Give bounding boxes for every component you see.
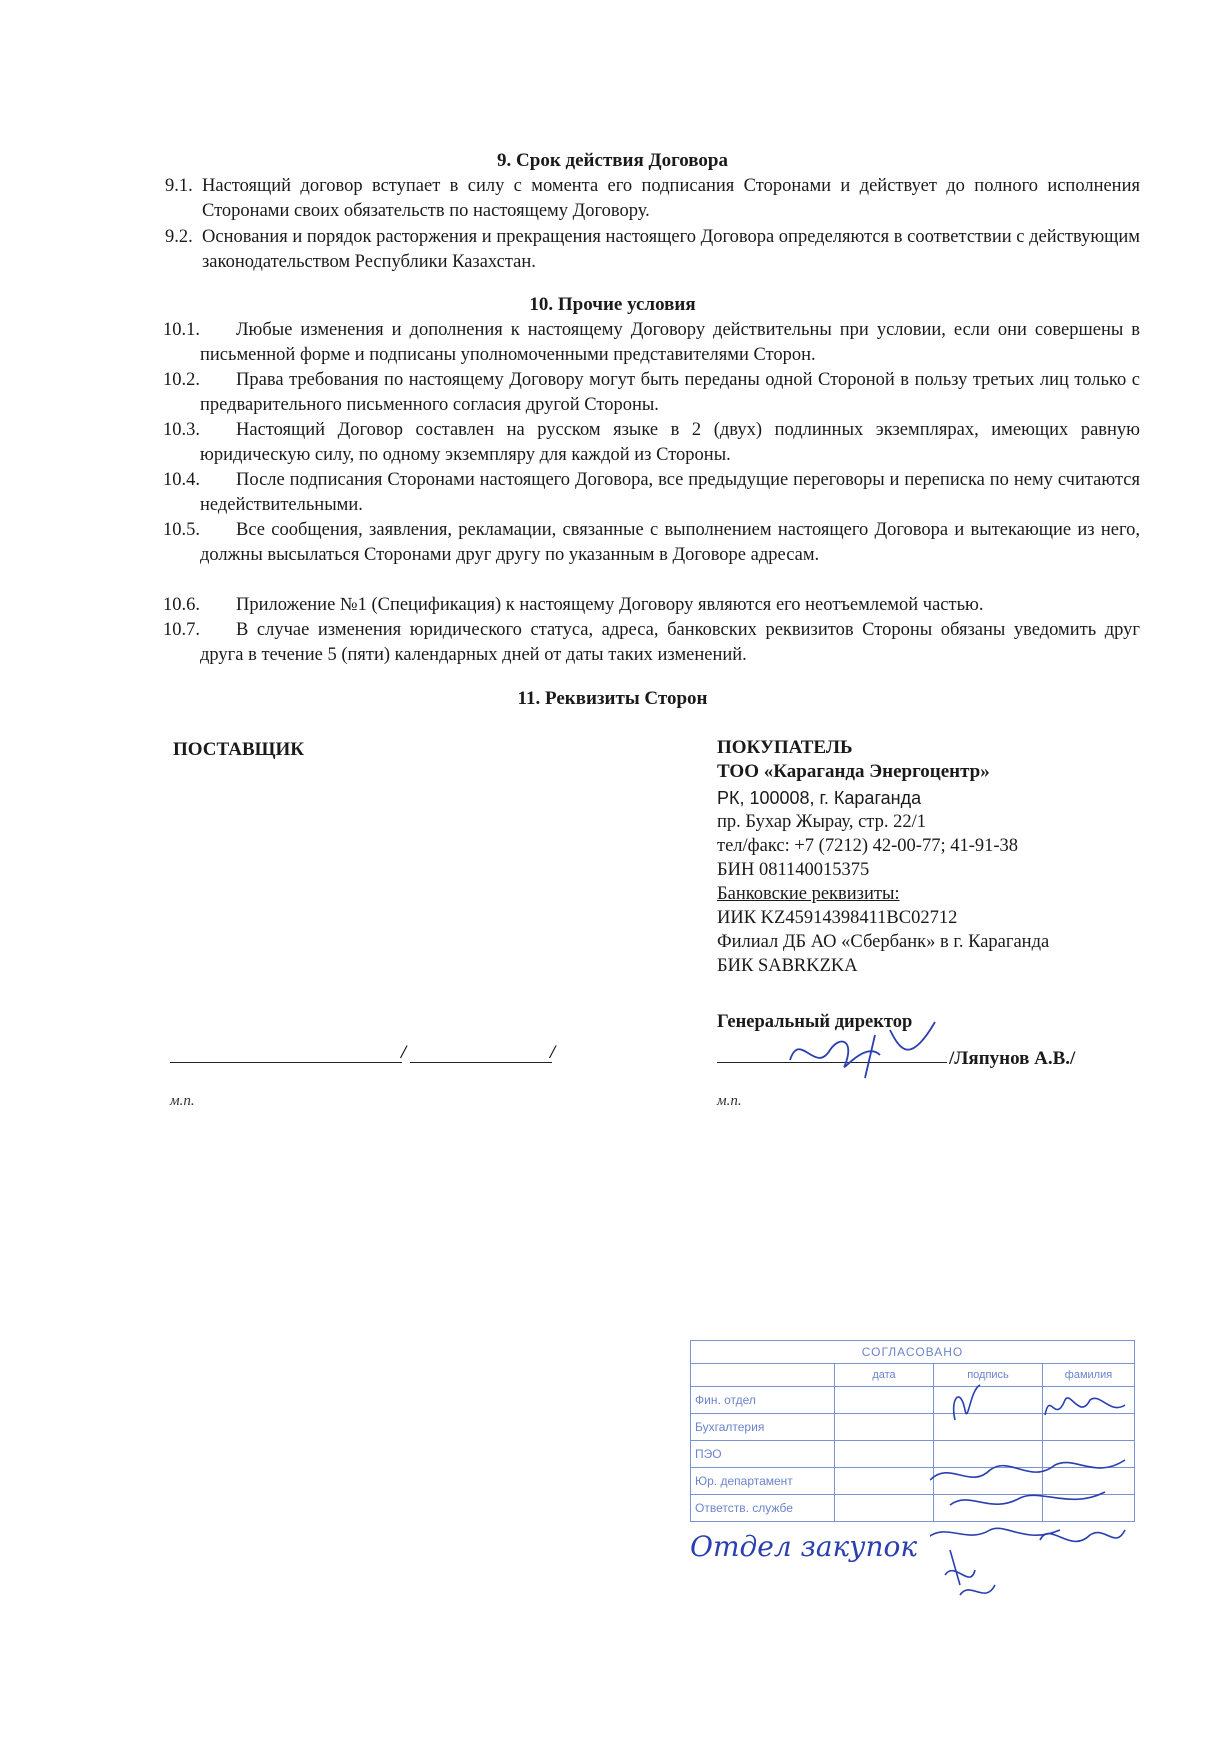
buyer-bank-label: Банковские реквизиты: (717, 884, 900, 904)
section-9-title: 9. Срок действия Договора (497, 150, 728, 171)
supplier-signature-line (170, 1062, 402, 1063)
buyer-iik: ИИК KZ45914398411BC02712 (717, 908, 958, 928)
clause-number: 10.5. (163, 520, 200, 540)
stamp-col-date: дата (835, 1364, 934, 1387)
clause-9-2 (165, 225, 1140, 274)
section-10-title: 10. Прочие условия (529, 294, 696, 315)
buyer-bin: БИН 081140015375 (717, 860, 870, 880)
buyer-signatory: /Ляпунов А.В./ (949, 1048, 1076, 1069)
clause-10-3 (163, 418, 1140, 467)
buyer-address-2: пр. Бухар Жырау, стр. 22/1 (717, 812, 926, 832)
stamp-row-label: ПЭО (691, 1441, 835, 1468)
clause-text: Любые изменения и дополнения к настоящему Договору действительны при условии, если они совершены в письменной форме и подписаны уполномоченными представителями Сторон. (200, 320, 1140, 365)
stamp-row-label: Юр. департамент (691, 1468, 835, 1495)
clause-9-1 (165, 174, 1140, 223)
stamp-signatures-icon (930, 1380, 1140, 1610)
clause-10-5 (163, 518, 1140, 567)
clause-10-6 (163, 593, 1140, 618)
stamp-col-signature: подпись (934, 1364, 1043, 1387)
clause-text: После подписания Сторонами настоящего Договора, все предыдущие переговоры и переписка по нему считаются недействительными. (200, 470, 1140, 515)
stamp-col-surname: фамилия (1043, 1364, 1135, 1387)
clause-number: 9.1. (165, 176, 193, 196)
supplier-name-line (410, 1062, 552, 1063)
stamp-title: СОГЛАСОВАНО (691, 1341, 1135, 1364)
clause-number: 10.1. (163, 320, 200, 340)
clause-text: Основания и порядок расторжения и прекращения настоящего Договора определяются в соответствии с действующим законодательством Республики Казахстан. (202, 227, 1140, 272)
clause-number: 10.4. (163, 470, 200, 490)
supplier-mp: м.п. (170, 1093, 195, 1109)
clause-10-2 (163, 368, 1140, 417)
clause-number: 9.2. (165, 227, 193, 247)
clause-10-4 (163, 468, 1140, 517)
buyer-position: Генеральный директор (717, 1012, 913, 1032)
clause-number: 10.2. (163, 370, 200, 390)
buyer-phone: тел/факс: +7 (7212) 42-00-77; 41-91-38 (717, 836, 1019, 856)
clause-text: Приложение №1 (Спецификация) к настоящему Договору являются его неотъемлемой частью. (236, 595, 984, 615)
buyer-address-1: РК, 100008, г. Караганда (717, 788, 922, 808)
buyer-company: ТОО «Караганда Энергоцентр» (717, 761, 990, 782)
clause-number: 10.7. (163, 620, 200, 640)
clause-text: Настоящий договор вступает в силу с момента его подписания Сторонами и действует до полного исполнения Сторонами своих обязательств по настоящему Договору. (202, 176, 1140, 221)
clause-number: 10.3. (163, 420, 200, 440)
director-signature-icon (770, 1020, 940, 1082)
clause-10-7 (163, 618, 1140, 667)
clause-text: В случае изменения юридического статуса, адреса, банковских реквизитов Стороны обязаны уведомить друг друга в течение 5 (пяти) календарных дней от даты таких изменений. (200, 620, 1140, 665)
clause-number: 10.6. (163, 595, 200, 615)
clause-text: Настоящий Договор составлен на русском языке в 2 (двух) подлинных экземплярах, имеющих равную юридическую силу, по одному экземпляру для каждой из Стороны. (200, 420, 1140, 465)
buyer-bik: БИК SABRKZKA (717, 956, 858, 976)
supplier-slash-1: / (401, 1042, 407, 1063)
buyer-mp: м.п. (717, 1093, 742, 1109)
clause-10-1 (163, 318, 1140, 367)
stamp-handwritten-note: Отдел закупок (690, 1530, 918, 1563)
stamp-row-label: Фин. отдел (691, 1387, 835, 1414)
buyer-label: ПОКУПАТЕЛЬ (717, 737, 853, 758)
section-11-title: 11. Реквизиты Сторон (517, 688, 708, 709)
supplier-label: ПОСТАВЩИК (173, 739, 305, 760)
supplier-slash-2: / (550, 1042, 556, 1063)
buyer-bank: Филиал ДБ АО «Сбербанк» в г. Караганда (717, 932, 1050, 952)
clause-text: Все сообщения, заявления, рекламации, связанные с выполнением настоящего Договора и вытекающие из него, должны высылаться Сторонами друг другу по указанным в Договоре адресам. (200, 520, 1140, 565)
clause-text: Права требования по настоящему Договору могут быть переданы одной Стороной в пользу третьих лиц только с предварительного письменного согласия другой Стороны. (200, 370, 1140, 415)
stamp-row-label: Ответств. службе (691, 1495, 835, 1522)
stamp-row-label: Бухгалтерия (691, 1414, 835, 1441)
